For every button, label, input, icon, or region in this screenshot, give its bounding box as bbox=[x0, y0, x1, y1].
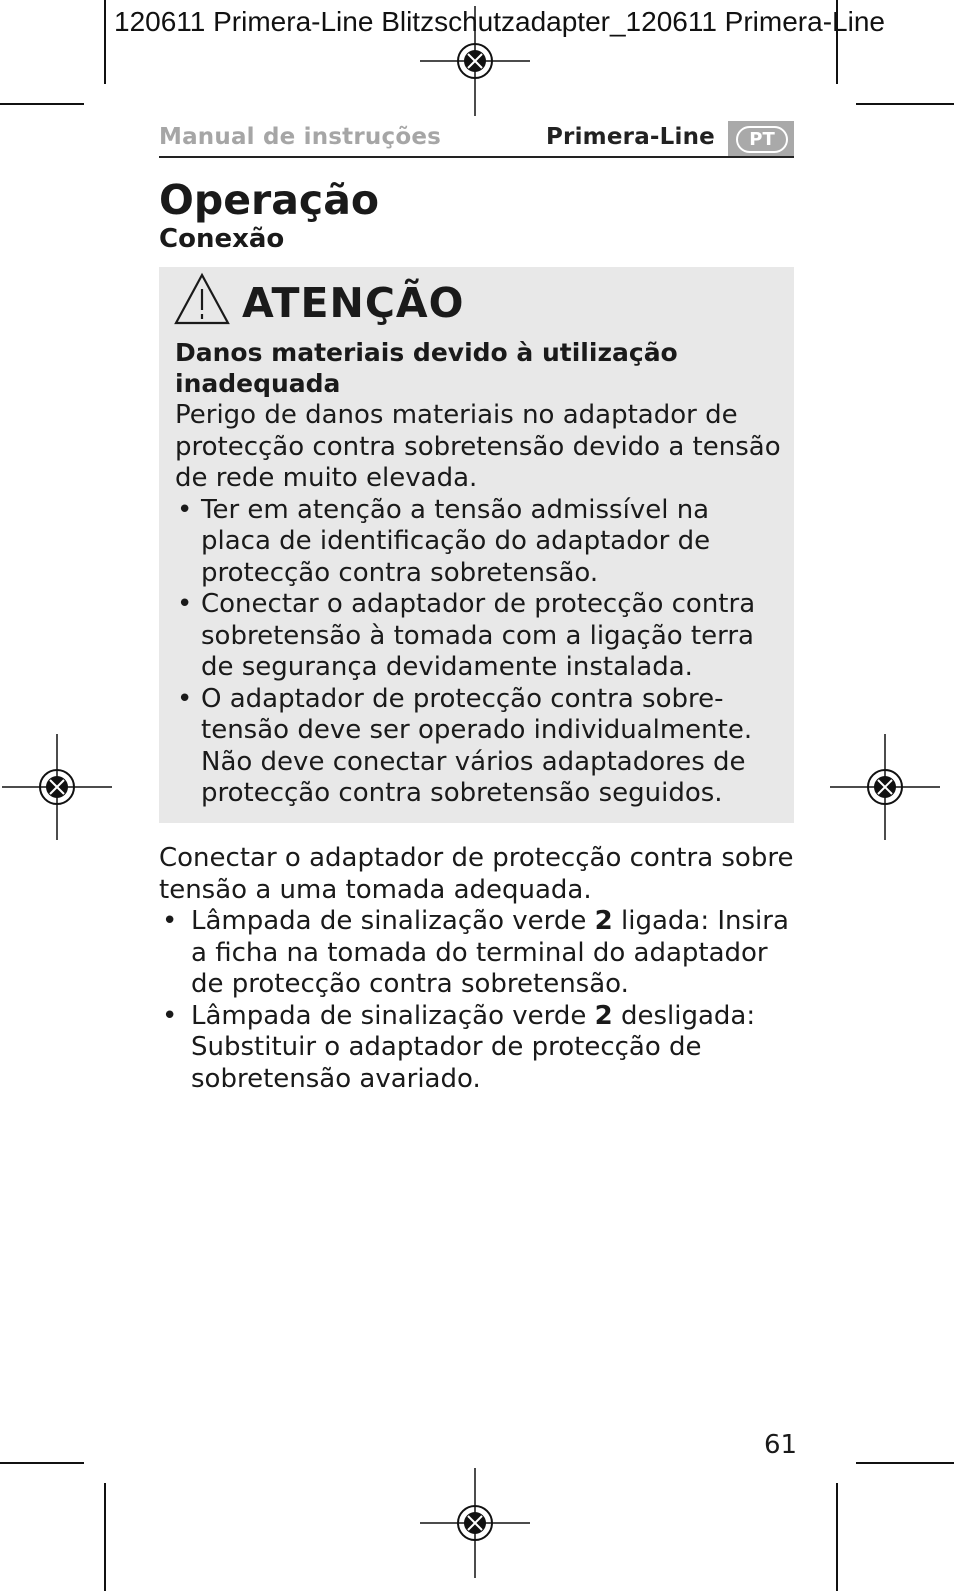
warning-intro: Perigo de danos materiais no adaptador de protecção contra sobretensão devido a tensão de rede muito elevada. bbox=[175, 400, 781, 493]
crop-mark-top-left-vertical bbox=[104, 0, 106, 84]
warning-bullet-list bbox=[175, 495, 785, 810]
crop-mark-top-right-horizontal bbox=[856, 103, 954, 105]
instructions-bullet-list bbox=[159, 906, 799, 1095]
reference-number: 2 bbox=[594, 906, 613, 936]
page-number: 61 bbox=[764, 1430, 798, 1460]
section-subtitle: Conexão bbox=[159, 224, 285, 254]
print-slug: 120611 Primera-Line Blitzschutzadapter_120611 Primera-Line bbox=[114, 6, 885, 37]
registration-mark-right-icon bbox=[830, 734, 940, 840]
instructions-intro: Conectar o adaptador de protecção contra sobre tensão a uma tomada adequada. bbox=[159, 843, 794, 905]
reference-number: 2 bbox=[594, 1000, 613, 1031]
instruction-bullet bbox=[159, 906, 799, 1001]
crop-mark-bottom-left-vertical bbox=[104, 1483, 106, 1591]
connection-instructions bbox=[159, 843, 799, 1095]
bullet-suffix: ligada: Insira a ficha na tomada do terminal do adaptador de protecção contra sobretensão. bbox=[191, 906, 789, 999]
warning-heading: Danos materiais devido à utilização inadequada bbox=[175, 338, 678, 398]
crop-mark-bottom-right-horizontal bbox=[856, 1462, 954, 1464]
warning-title: ATENÇÃO bbox=[242, 279, 465, 327]
manual-label: Manual de instruções bbox=[159, 124, 442, 150]
registration-mark-left-icon bbox=[2, 734, 112, 840]
crop-mark-bottom-left-horizontal bbox=[0, 1462, 84, 1464]
bullet-prefix: Lâmpada de sinalização verde bbox=[191, 1000, 595, 1031]
bullet-prefix: Lâmpada de sinalização verde bbox=[191, 906, 595, 936]
language-badge-label: PT bbox=[736, 126, 788, 153]
crop-mark-top-left-horizontal bbox=[0, 103, 84, 105]
language-badge bbox=[728, 121, 794, 156]
registration-mark-bottom-icon bbox=[420, 1468, 530, 1578]
bullet-suffix: desligada: Substituir o adaptador de protecção de sobretensão avariado. bbox=[191, 1000, 756, 1094]
warning-box bbox=[159, 267, 794, 823]
page-title: Operação bbox=[159, 176, 380, 224]
crop-mark-bottom-right-vertical bbox=[836, 1483, 838, 1591]
warning-triangle-icon bbox=[173, 272, 231, 326]
header-divider bbox=[159, 156, 794, 158]
warning-bullet: • O adaptador de protecção contra sobre-tensão deve ser operado individualmente. Não deve conectar vários adaptadores de protecção contra sobretensão seguidos. bbox=[175, 684, 785, 810]
warning-bullet: • Ter em atenção a tensão admissível na placa de identificação do adaptador de protecção contra sobretensão. bbox=[175, 495, 785, 590]
warning-bullet: • Conectar o adaptador de protecção contra sobretensão à tomada com a ligação terra de segurança devidamente instalada. bbox=[175, 589, 785, 684]
instruction-bullet bbox=[159, 1001, 799, 1096]
warning-content bbox=[175, 400, 785, 810]
brand-label: Primera-Line bbox=[546, 124, 715, 150]
